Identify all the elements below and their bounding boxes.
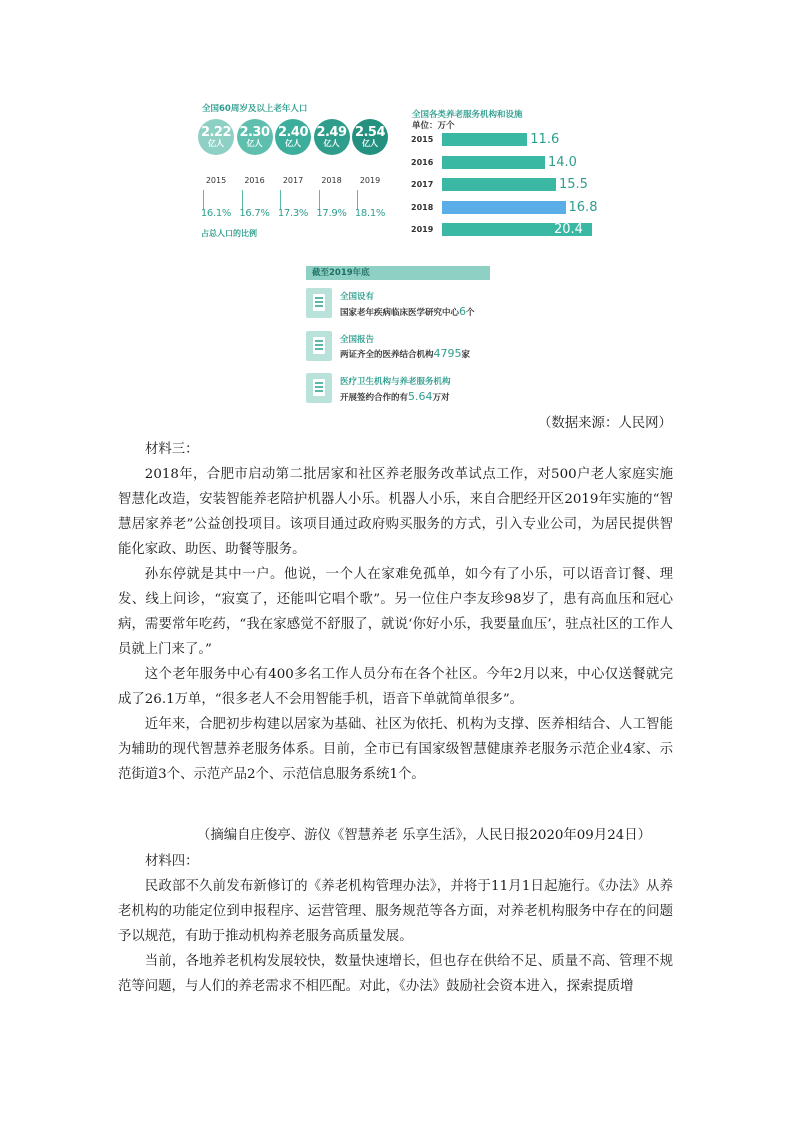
population-ratio: 16.7% [239, 208, 270, 219]
population-unit: 亿人 [362, 139, 378, 148]
population-ratio: 17.3% [277, 208, 309, 219]
hospital-icon [306, 288, 332, 318]
material4-paragraph-2: 当前，各地养老机构发展较快，数量快速增长，但也存在供给不足、质量不高、管理不规范等问题，与人们的养老需求不相匹配。对此，《办法》鼓励社会资本进入，探索提质增 [118, 954, 673, 994]
agreement-icon [306, 373, 332, 403]
population-tick [319, 190, 320, 210]
population-value: 2.40 [277, 125, 309, 140]
item3-line2: 开展签约合作的有5.64万对 [340, 390, 450, 403]
facilities-title: 全国各类养老服务机构和设施 [412, 110, 523, 120]
population-unit: 亿人 [208, 139, 224, 148]
bar-value-label: 16.8 [568, 199, 598, 215]
bar-category-label: 2015 [411, 135, 434, 144]
population-tick [203, 190, 204, 210]
population-circle-2019 [352, 119, 388, 155]
material4-heading: 材料四： [145, 854, 199, 869]
population-ratio: 17.9% [316, 208, 347, 219]
bar-value-label: 11.6 [530, 132, 560, 147]
bar-2017 [442, 178, 556, 191]
material4-body [118, 874, 673, 999]
population-ratio: 16.1% [200, 208, 232, 219]
material3-paragraph-4: 近年来，合肥初步构建以居家为基础、社区为依托、机构为支撑、医养相结合、人工智能为辅助的现代智慧养老服务体系。目前，全市已有国家级智慧健康养老服务示范企业4家、示范街道3个、示范产品2个、示范信息服务系统1个。 [118, 717, 673, 782]
item3-line1: 医疗卫生机构与养老服务机构 [340, 377, 451, 387]
bar-category-label: 2018 [411, 202, 434, 212]
population-unit: 亿人 [246, 139, 263, 148]
material3-citation: （摘编自庄俊亭、游仪《智慧养老 乐享生活》，人民日报2020年09月24日） [197, 828, 652, 843]
material3-paragraph-3: 这个老年服务中心有400多名工作人员分布在各个社区。今年2月以来，中心仅送餐就完成了26.1万单，“很多老人不会用智能手机，语音下单就简单很多”。 [118, 667, 673, 707]
section-header-bar [306, 266, 490, 280]
bar-category-label: 2017 [411, 180, 434, 189]
item2-line2: 两证齐全的医养结合机构4795家 [340, 347, 471, 360]
population-year-label: 2015 [205, 176, 227, 185]
population-title: 全国60周岁及以上老年人口 [202, 104, 308, 114]
item1-line1: 全国设有 [340, 292, 375, 302]
bar-2015 [442, 133, 527, 146]
bar-category-label: 2019 [411, 225, 434, 234]
item1-line2: 国家老年疾病临床医学研究中心6个 [340, 305, 475, 318]
bar-value-label: 15.5 [558, 177, 588, 192]
facilities-unit: 单位：万个 [412, 121, 455, 131]
population-circle-2017 [275, 119, 311, 155]
population-year-label: 2018 [321, 176, 342, 185]
population-tick [280, 190, 281, 210]
population-tick [357, 190, 358, 210]
population-value: 2.30 [239, 125, 270, 140]
material3-heading: 材料三： [145, 442, 199, 457]
population-year-label: 2017 [282, 176, 304, 185]
bar-2016 [442, 156, 545, 169]
population-unit: 亿人 [285, 139, 301, 148]
population-ratio: 18.1% [354, 208, 386, 219]
material3-body [118, 462, 673, 787]
population-circle-2018 [314, 119, 350, 155]
population-tick [242, 190, 243, 210]
population-year-label: 2019 [359, 176, 381, 185]
material3-paragraph-1: 2018年，合肥市启动第二批居家和社区养老服务改革试点工作，对500户老人家庭实施智慧化改造，安装智能养老陪护机器人小乐。机器人小乐，来自合肥经开区2019年实施的“智慧居家养老”公益创投项目。该项目通过政府购买服务的方式，引入专业公司，为居民提供智能化家政、助医、助餐等服务。 [118, 467, 673, 557]
bar-2018 [442, 201, 566, 214]
bar-value-label: 20.4 [554, 222, 583, 237]
population-unit: 亿人 [323, 139, 340, 148]
data-source: （数据来源：人民网） [538, 416, 672, 431]
document-icon [306, 331, 332, 361]
material3-paragraph-2: 孙东停就是其中一户。他说，一个人在家难免孤单，如今有了小乐，可以语音订餐、理发、线上问诊，“寂寞了，还能叫它唱个歌”。另一位住户李友珍98岁了，患有高血压和冠心病，需要常年吃药，“我在家感觉不舒服了，就说‘你好小乐，我要量血压’，驻点社区的工作人员就上门来了。” [118, 567, 673, 657]
population-value: 2.54 [354, 125, 386, 140]
population-value: 2.22 [200, 125, 232, 140]
population-circle-2016 [237, 119, 273, 155]
population-value: 2.49 [316, 125, 347, 140]
bar-category-label: 2016 [411, 157, 434, 167]
population-circle-2015 [198, 119, 234, 155]
population-year-label: 2016 [244, 176, 265, 185]
item2-line1: 全国报告 [340, 335, 375, 345]
section-header-label: 截至2019年底 [312, 268, 370, 278]
ratio-label: 占总人口的比例 [201, 229, 257, 238]
bar-value-label: 14.0 [547, 154, 577, 170]
material4-paragraph-1: 民政部不久前发布新修订的《养老机构管理办法》，并将于11月1日起施行。《办法》从养老机构的功能定位到申报程序、运营管理、服务规范等各方面，对养老机构服务中存在的问题予以规范，有助于推动机构养老服务高质量发展。 [118, 879, 673, 944]
